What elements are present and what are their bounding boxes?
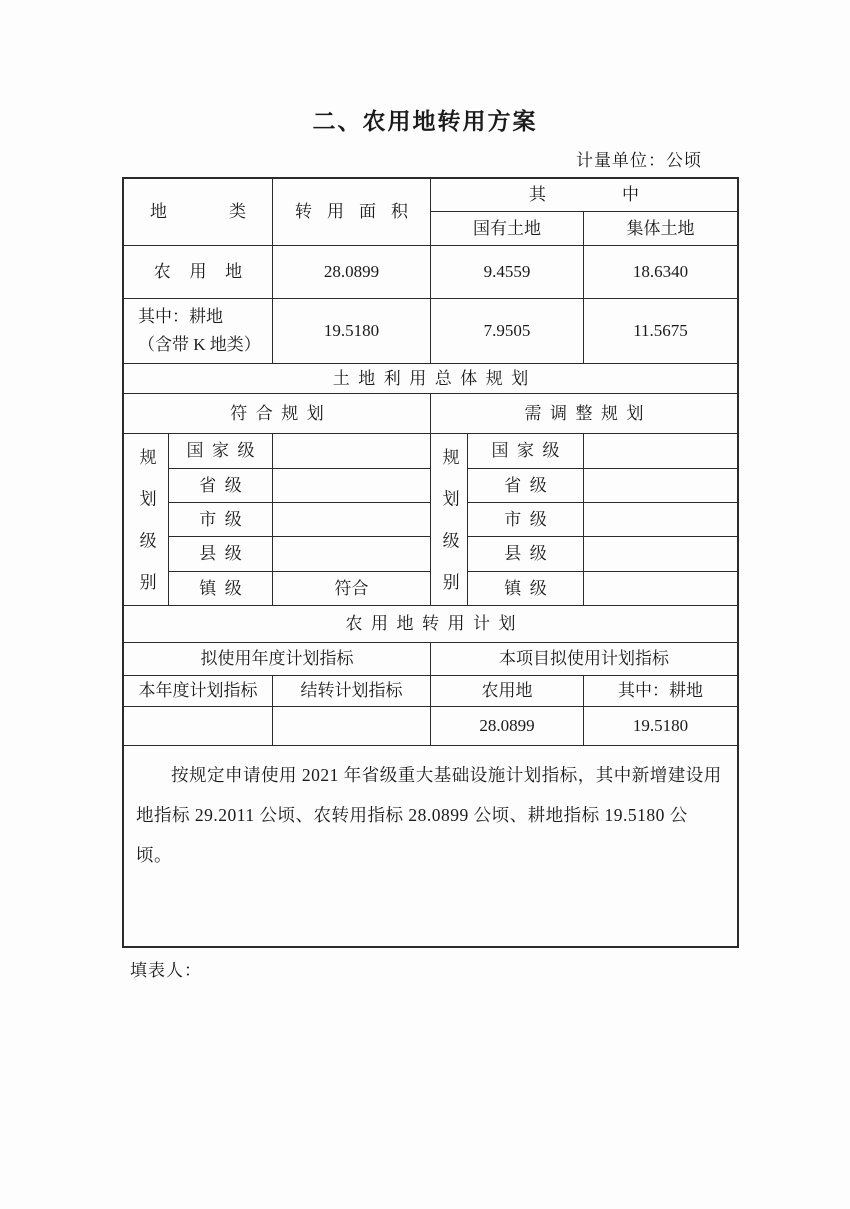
col-carryover-quota: 结转计划指标 <box>273 676 431 707</box>
col-current-year-quota: 本年度计划指标 <box>124 676 273 707</box>
val-current-year-quota <box>124 707 273 746</box>
planning-level-axis-left <box>124 434 169 615</box>
planning-section-title-cell <box>124 364 737 394</box>
compliant-level-town: 镇级 <box>199 578 251 598</box>
header-state-owned: 国有土地 <box>431 212 584 246</box>
adjust-level-national-cell <box>468 434 584 469</box>
adjust-value-city <box>584 503 737 537</box>
agri-row-label-cell <box>124 246 273 299</box>
compliant-level-province: 省级 <box>199 475 251 495</box>
compliant-value-national <box>273 434 431 469</box>
compliant-level-county-cell <box>169 537 273 572</box>
compliant-level-city-cell <box>169 503 273 537</box>
compliant-level-national-cell <box>169 434 273 469</box>
conversion-plan-title-cell <box>124 606 737 643</box>
project-quota-header: 本项目拟使用计划指标 <box>431 643 737 676</box>
planning-level-axis-left-label: 规划级别 <box>136 448 156 615</box>
cultivated-row-label-line2: （含带 K 地类） <box>138 335 261 354</box>
compliant-level-city: 市级 <box>199 509 251 529</box>
agri-row-label: 农用地 <box>153 262 261 282</box>
compliant-value-county <box>273 537 431 572</box>
adjust-level-city: 市级 <box>504 509 556 529</box>
compliant-level-town-cell <box>169 572 273 606</box>
compliant-level-national: 国家级 <box>186 441 263 461</box>
adjust-level-province: 省级 <box>504 475 556 495</box>
unit-note: 计量单位：公顷 <box>576 151 702 170</box>
compliant-value-province <box>273 469 431 503</box>
cultivated-row-total: 19.5180 <box>273 299 431 364</box>
adjust-level-county-cell <box>468 537 584 572</box>
planning-section-title: 土地利用总体规划 <box>332 368 537 388</box>
cultivated-row-label-cell <box>124 299 273 364</box>
planning-adjust-header-cell <box>431 394 737 434</box>
quota-note-paragraph: 按规定申请使用 2021 年省级重大基础设施计划指标，其中新增建设用地指标 29.2011 公顷、农转用指标 28.0899 公顷、耕地指标 19.5180 公顷。 <box>136 765 722 865</box>
header-collective-land: 集体土地 <box>584 212 737 246</box>
adjust-level-county: 县级 <box>504 544 556 564</box>
planning-level-axis-right <box>431 434 468 615</box>
annual-quota-header: 拟使用年度计划指标 <box>124 643 431 676</box>
cultivated-row-label-line1: 其中：耕地 <box>138 307 223 326</box>
val-cultivated-land: 19.5180 <box>584 707 737 746</box>
header-land-type <box>124 179 273 246</box>
adjust-level-province-cell <box>468 469 584 503</box>
col-agricultural-land: 农用地 <box>431 676 584 707</box>
planning-adjust-header: 需调整规划 <box>524 403 652 423</box>
agri-row-collective: 18.6340 <box>584 246 737 299</box>
adjust-level-national: 国家级 <box>491 441 568 461</box>
agri-row-total: 28.0899 <box>273 246 431 299</box>
compliant-level-county: 县级 <box>199 544 251 564</box>
header-land-type-label: 地类 <box>150 202 246 222</box>
planning-compliant-header-cell <box>124 394 431 434</box>
adjust-value-province <box>584 469 737 503</box>
land-conversion-table <box>122 177 739 948</box>
val-carryover-quota <box>273 707 431 746</box>
form-filler-label: 填表人： <box>130 961 202 980</box>
page-title: 二、农用地转用方案 <box>312 108 538 134</box>
header-conversion-area-label: 转用面积 <box>295 202 408 222</box>
cultivated-row-state-owned: 7.9505 <box>431 299 584 364</box>
cultivated-row-collective: 11.5675 <box>584 299 737 364</box>
planning-level-axis-right-label: 规划级别 <box>439 448 459 615</box>
planning-compliant-header: 符合规划 <box>230 403 333 423</box>
adjust-value-national <box>584 434 737 469</box>
conversion-plan-title: 农用地转用计划 <box>345 614 524 634</box>
header-among-which <box>431 179 737 212</box>
compliant-level-province-cell <box>169 469 273 503</box>
adjust-level-town-cell <box>468 572 584 606</box>
adjust-level-town: 镇级 <box>504 578 556 598</box>
col-cultivated-land: 其中：耕地 <box>584 676 737 707</box>
adjust-value-town <box>584 572 737 606</box>
adjust-level-city-cell <box>468 503 584 537</box>
agri-row-state-owned: 9.4559 <box>431 246 584 299</box>
header-among-which-label: 其中 <box>529 185 639 205</box>
header-conversion-area <box>273 179 431 246</box>
adjust-value-county <box>584 537 737 572</box>
compliant-value-city <box>273 503 431 537</box>
compliant-value-town: 符合 <box>273 572 431 606</box>
val-agricultural-land: 28.0899 <box>431 707 584 746</box>
